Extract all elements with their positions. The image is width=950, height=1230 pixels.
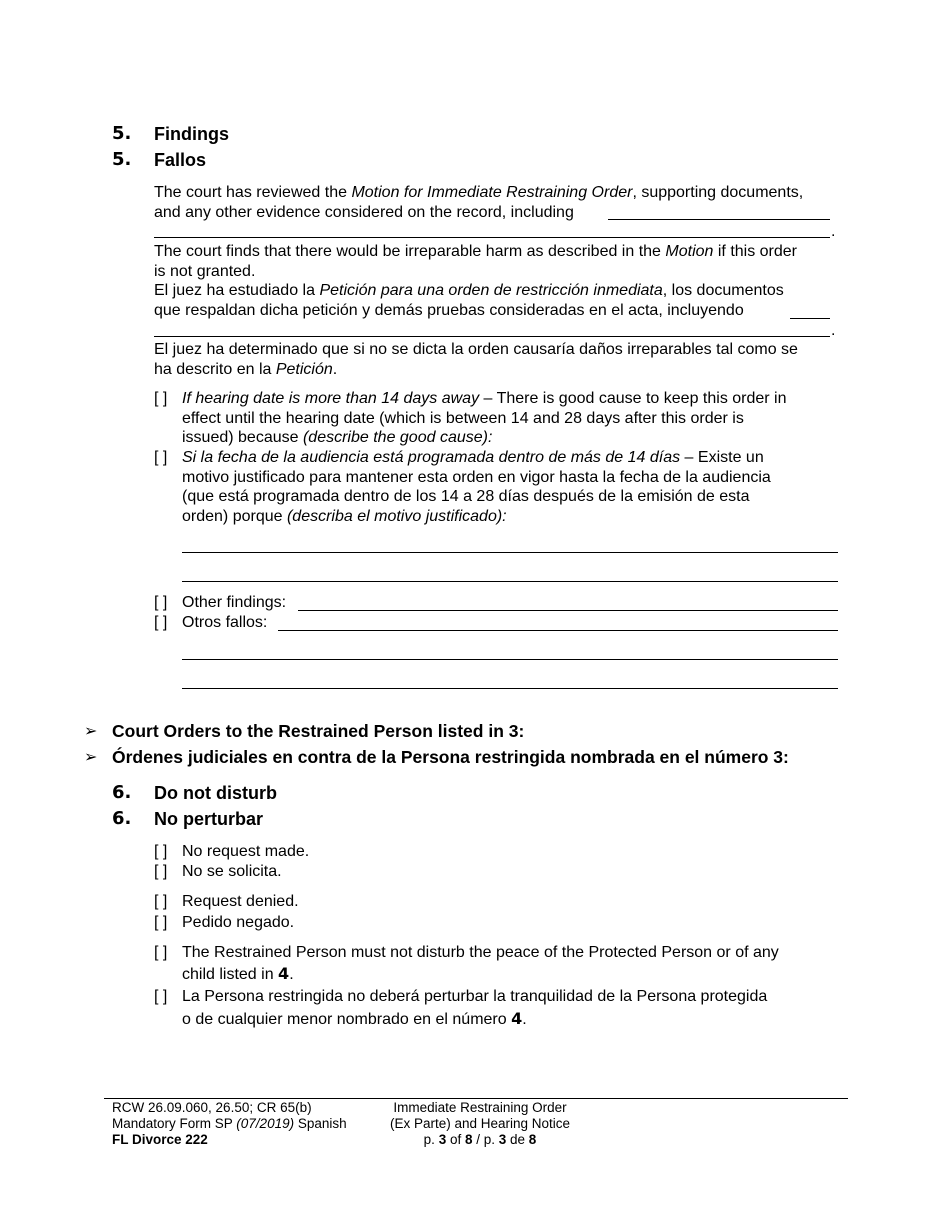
other-findings-en-checkbox[interactable]: [ ] <box>154 594 168 611</box>
hearing-es-line4: orden) porque (describa el motivo justificado): <box>182 508 507 525</box>
evidence-blank-1[interactable] <box>608 219 830 220</box>
disturb-en-checkbox[interactable]: [ ] <box>154 944 168 961</box>
hearing-es-line1: Si la fecha de la audiencia está programada dentro de más de 14 días – Existe un <box>182 449 764 466</box>
section-6-number: 6. <box>112 782 132 803</box>
pruebas-blank-1[interactable] <box>790 318 830 319</box>
hearing-en-line2: effect until the hearing date (which is between 14 and 28 days after this order is <box>182 410 744 427</box>
findings-p4-line2: ha descrito en la Petición. <box>154 361 338 378</box>
no-request-en-checkbox[interactable]: [ ] <box>154 843 168 860</box>
disturb-es-line2: o de cualquier menor nombrado en el número 4. <box>182 1009 527 1028</box>
other-findings-en-line[interactable] <box>298 610 838 611</box>
footer-rcw: RCW 26.09.060, 26.50; CR 65(b) <box>112 1100 312 1115</box>
section-5-number-es: 5. <box>112 149 132 170</box>
other-findings-es-checkbox[interactable]: [ ] <box>154 614 168 631</box>
other-findings-es-line[interactable] <box>278 630 838 631</box>
findings-p1-line2: and any other evidence considered on the record, including <box>154 204 574 221</box>
period: . <box>831 223 836 240</box>
footer-form: Mandatory Form SP (07/2019) Spanish <box>112 1116 347 1131</box>
findings-p2-line2: is not granted. <box>154 263 256 280</box>
findings-p2-line1: The court finds that there would be irreparable harm as described in the Motion if this order <box>154 243 798 260</box>
disturb-es-line1: La Persona restringida no deberá perturbar la tranquilidad de la Persona protegida <box>182 988 768 1005</box>
no-request-en: No request made. <box>182 843 310 860</box>
footer-form-title-2: (Ex Parte) and Hearing Notice <box>389 1116 571 1131</box>
section-5-title-es: Fallos <box>154 150 207 170</box>
request-denied-en: Request denied. <box>182 893 299 910</box>
disturb-en-line1: The Restrained Person must not disturb the peace of the Protected Person or of any <box>182 944 779 961</box>
disturb-es-checkbox[interactable]: [ ] <box>154 988 168 1005</box>
court-orders-heading-es: Órdenes judiciales en contra de la Persona restringida nombrada en el número 3: <box>112 747 789 767</box>
section-5-title-en: Findings <box>154 124 229 144</box>
section-6-title-en: Do not disturb <box>154 783 277 803</box>
hearing-es-checkbox[interactable]: [ ] <box>154 449 168 466</box>
hearing-en-checkbox[interactable]: [ ] <box>154 390 168 407</box>
good-cause-line-1[interactable] <box>182 552 838 553</box>
hearing-en-line3: issued) because (describe the good cause): <box>182 429 493 446</box>
other-findings-en-label: Other findings: <box>182 594 287 611</box>
period: . <box>831 322 836 339</box>
footer-page-number: p. 3 of 8 / p. 3 de 8 <box>423 1132 537 1147</box>
footer-center <box>380 1100 580 1148</box>
other-findings-es-label: Otros fallos: <box>182 614 268 631</box>
hearing-en-line1: If hearing date is more than 14 days away – There is good cause to keep this order in <box>182 390 787 407</box>
good-cause-line-2[interactable] <box>182 581 838 582</box>
disturb-en-line2: child listed in 4. <box>182 964 294 983</box>
footer-form-title-1: Immediate Restraining Order <box>393 1100 567 1115</box>
denied-en-checkbox[interactable]: [ ] <box>154 893 168 910</box>
hearing-es-line2: motivo justificado para mantener esta orden en vigor hasta la fecha de la audiencia <box>182 469 771 486</box>
no-request-es-checkbox[interactable]: [ ] <box>154 863 168 880</box>
findings-p3-line2: que respaldan dicha petición y demás pruebas consideradas en el acta, incluyendo <box>154 302 744 319</box>
no-request-es: No se solicita. <box>182 863 282 880</box>
other-findings-line-4[interactable] <box>182 688 838 689</box>
section-6-title-es: No perturbar <box>154 809 264 829</box>
arrow-bullet-icon: ➢ <box>84 721 98 740</box>
pruebas-blank-2[interactable] <box>154 336 830 337</box>
findings-p4-line1: El juez ha determinado que si no se dicta la orden causaría daños irreparables tal como se <box>154 341 798 358</box>
findings-p1-line1: The court has reviewed the Motion for Immediate Restraining Order, supporting documents, <box>154 184 804 201</box>
footer-divider <box>104 1098 848 1099</box>
denied-es-checkbox[interactable]: [ ] <box>154 914 168 931</box>
footer-left <box>112 1100 347 1148</box>
other-findings-line-3[interactable] <box>182 659 838 660</box>
court-orders-heading-en: Court Orders to the Restrained Person listed in 3: <box>112 721 525 741</box>
footer-form-id: FL Divorce 222 <box>112 1132 208 1147</box>
hearing-es-line3: (que está programada dentro de los 14 a 28 días después de la emisión de esta <box>182 488 750 505</box>
arrow-bullet-icon: ➢ <box>84 747 98 766</box>
request-denied-es: Pedido negado. <box>182 914 295 931</box>
section-6-number-es: 6. <box>112 808 132 829</box>
evidence-blank-2[interactable] <box>154 237 830 238</box>
section-5-number: 5. <box>112 123 132 144</box>
findings-p3-line1: El juez ha estudiado la Petición para una orden de restricción inmediata, los documentos <box>154 282 784 299</box>
